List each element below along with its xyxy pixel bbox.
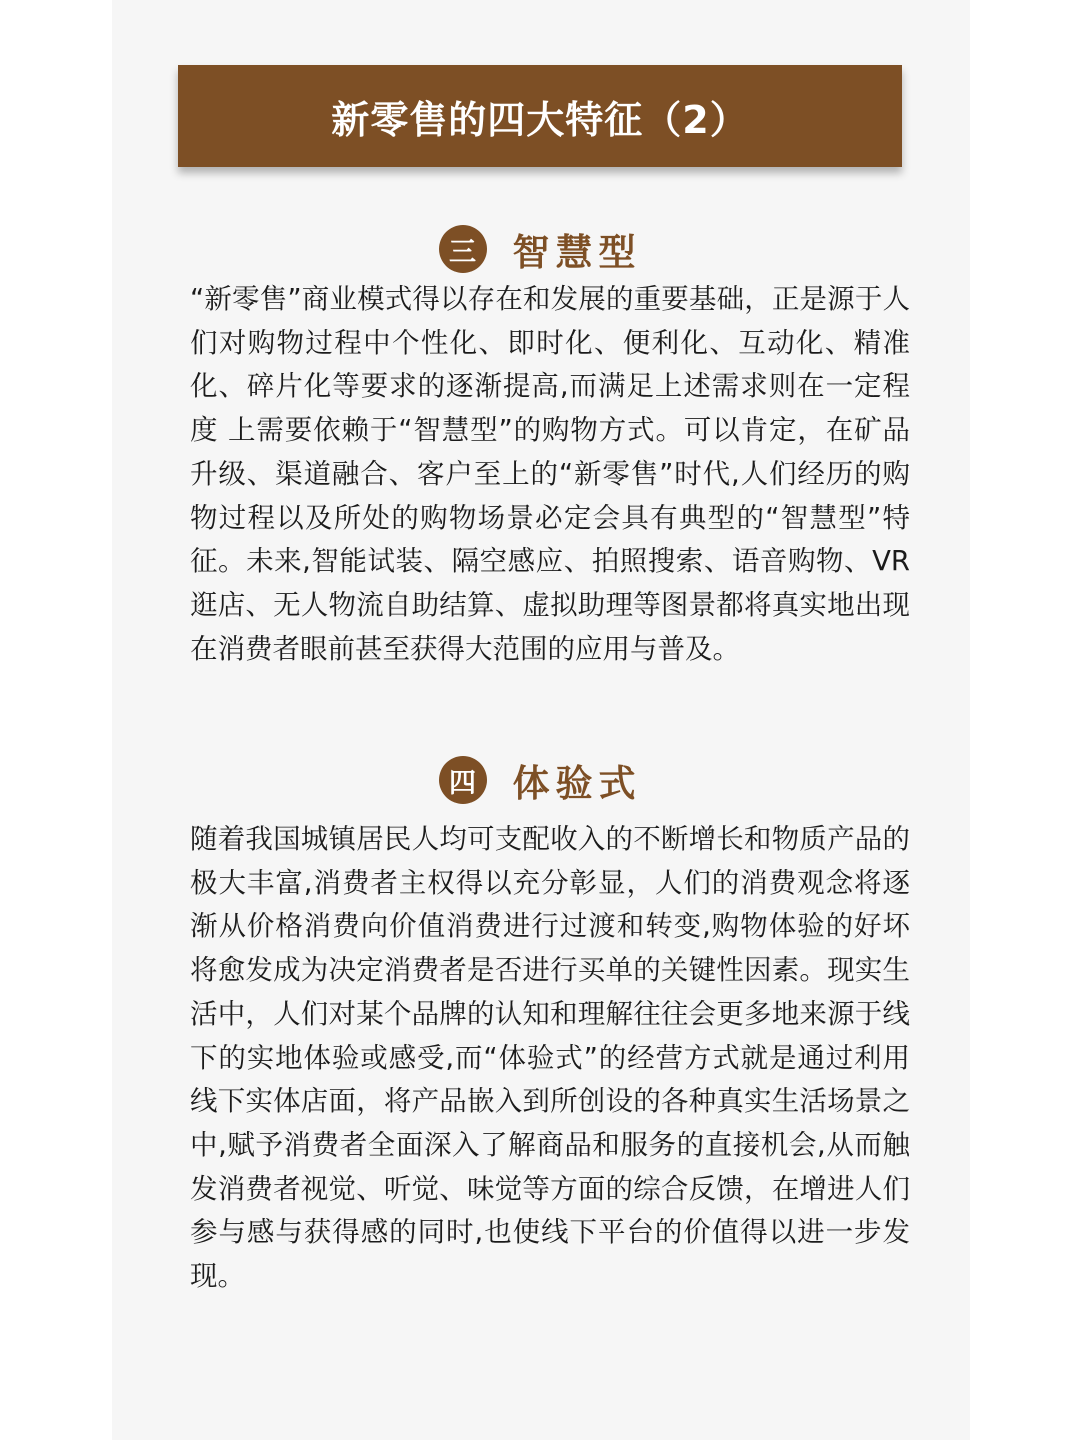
page-title: 新零售的四大特征（2） xyxy=(331,97,749,142)
section-title: 智慧型 xyxy=(512,231,642,274)
section-title: 体验式 xyxy=(512,762,642,805)
section-body-smart: “新零售”商业模式得以存在和发展的重要基础，正是源于人们对购物过程中个性化、即时化、便利化、互动化、精准化、碎片化等要求的逐渐提高,而满足上述需求则在一定程度 上需要依赖于“智慧型”的购物方式。可以肯定，在矿品升级、渠道融合、客户至上的“新零售”时代,人们经历的购物过程以及所处的购物场景必定会具有典型的“智慧型”特征。未来,智能试装、隔空感应、拍照搜索、语音购物、VR 逛店、无人物流自助结算、虚拟助理等图景都将真实地出现在消费者眼前甚至获得大范围的应用与普及。 xyxy=(190,283,910,665)
section-heading-experience xyxy=(0,753,1080,807)
section-number-badge: 三 xyxy=(439,225,487,273)
section-number-badge: 四 xyxy=(439,756,487,804)
title-banner xyxy=(178,65,902,167)
section-body-experience: 随着我国城镇居民人均可支配收入的不断增长和物质产品的极大丰富,消费者主权得以充分彰显，人们的消费观念将逐渐从价格消费向价值消费进行过渡和转变,购物体验的好坏将愈发成为决定消费者是否进行买单的关键性因素。现实生活中，人们对某个品牌的认知和理解往往会更多地来源于线下的实地体验或感受,而“体验式”的经营方式就是通过利用线下实体店面，将产品嵌入到所创设的各种真实生活场景之中,赋予消费者全面深入了解商品和服务的直接机会,从而触发消费者视觉、听觉、味觉等方面的综合反馈，在增进人们参与感与获得感的同时,也使线下平台的价值得以进一步发现。 xyxy=(190,823,910,1293)
section-heading-smart xyxy=(0,222,1080,276)
